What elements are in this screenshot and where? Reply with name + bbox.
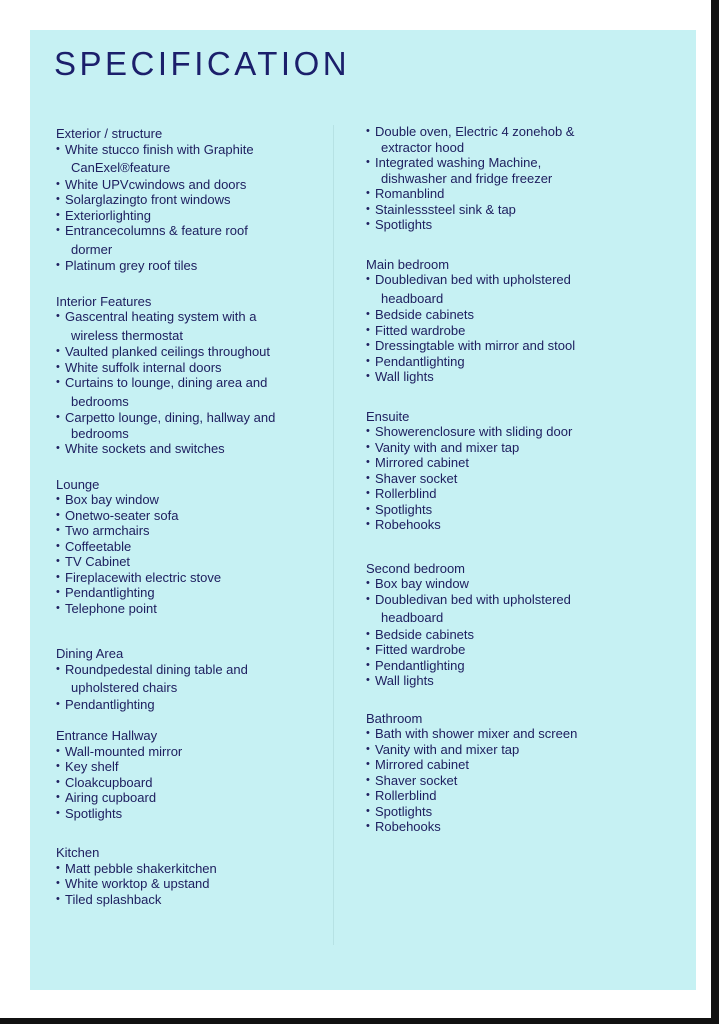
spec-item-text: Spotlights [375, 803, 433, 819]
spec-item-text: Roundpedestal dining table and [65, 661, 248, 677]
spec-list-item [366, 354, 666, 370]
spec-list-item [366, 502, 666, 518]
spec-item-text: Entrancecolumns & feature roof [65, 223, 248, 238]
spec-item-text: White suffolk internal doors [65, 359, 222, 375]
spec-list [56, 861, 321, 908]
spec-section-exterior-structure [56, 124, 321, 274]
spec-list-item [366, 323, 666, 339]
spec-list [366, 726, 666, 835]
spec-list-item [56, 892, 321, 908]
spec-list [56, 662, 321, 713]
spec-item-text: Airing cupboard [65, 790, 157, 805]
spec-list-item [56, 744, 321, 760]
spec-list-item [56, 523, 321, 539]
spec-list [366, 124, 666, 233]
spec-item-continuation: wireless thermostat [71, 327, 183, 343]
spec-item-text: Spotlights [375, 501, 433, 517]
spec-list-item [56, 344, 321, 360]
spec-list-item [366, 455, 666, 471]
spec-item-text: Platinum grey roof tiles [65, 258, 198, 273]
spec-list-item [56, 360, 321, 376]
spec-list-item [366, 369, 666, 385]
spec-list-item [366, 124, 666, 155]
spec-list-item [366, 592, 666, 626]
spec-item-text: Two armchairs [65, 523, 150, 538]
spec-list-item [56, 570, 321, 586]
spec-section-lounge [56, 475, 321, 617]
spec-item-text: Rollerblind [375, 486, 437, 501]
spec-item-text: Vanity with and mixer tap [375, 439, 520, 455]
spec-item-text: Tiled splashback [65, 891, 162, 907]
spec-item-text: Vanity with and mixer tap [375, 741, 520, 757]
section-heading: Dining Area [56, 646, 124, 661]
spec-item-text: Mirrored cabinet [375, 757, 469, 772]
spec-item-text: Gascentral heating system with a [65, 309, 257, 324]
spec-list-item [366, 804, 666, 820]
spec-item-text: Wall lights [375, 673, 434, 688]
spec-item-text: Doubledivan bed with upholstered [375, 272, 571, 287]
spec-item-text: Romanblind [375, 186, 445, 201]
spec-item-continuation: dormer [71, 241, 113, 257]
spec-section-ensuite [366, 407, 666, 533]
spec-section-main-bedroom [366, 255, 666, 385]
spec-item-text: Solarglazingto front windows [65, 192, 231, 207]
spec-list-item [366, 576, 666, 592]
spec-list-item [56, 861, 321, 877]
spec-item-text: Telephone point [65, 600, 157, 616]
section-heading: Exterior / structure [56, 126, 163, 141]
spec-list-item [56, 585, 321, 601]
spec-list-item [56, 539, 321, 555]
spec-item-text: Carpetto lounge, dining, hallway and [65, 410, 276, 425]
spec-item-text: Pendantlighting [65, 696, 155, 712]
spec-list-item [56, 492, 321, 508]
spec-list-item [366, 819, 666, 835]
spec-list-item [366, 486, 666, 502]
spec-list-item [56, 508, 321, 524]
section-heading: Interior Features [56, 293, 152, 309]
spec-list-item [56, 662, 321, 696]
section-heading: Second bedroom [366, 560, 466, 576]
spec-section-interior-features [56, 292, 321, 457]
spec-item-text: Spotlights [375, 217, 433, 232]
spec-item-text: Pendantlighting [65, 585, 155, 600]
spec-item-text: Vaulted planked ceilings throughout [65, 344, 271, 359]
spec-list [56, 744, 321, 822]
section-heading: Ensuite [366, 408, 410, 424]
spec-item-continuation: CanExel®feature [71, 160, 171, 175]
spec-item-text: Integrated washing Machine, [375, 155, 542, 170]
spec-item-text: Exteriorlighting [65, 207, 151, 223]
spec-list-item [56, 790, 321, 806]
spec-list-item [366, 338, 666, 354]
spec-item-continuation: upholstered chairs [71, 680, 178, 695]
section-heading: Lounge [56, 476, 100, 492]
spec-list-item [56, 806, 321, 822]
spec-item-text: Matt pebble shakerkitchen [65, 860, 217, 876]
spec-list-item [366, 726, 666, 742]
spec-list [366, 576, 666, 689]
spec-item-text: White stucco finish with Graphite [65, 141, 254, 157]
spec-list-item [56, 192, 321, 208]
spec-item-text: Spotlights [65, 805, 123, 821]
spec-item-text: Wall-mounted mirror [65, 743, 183, 759]
spec-item-text: Fireplacewith electric stove [65, 569, 222, 585]
spec-item-continuation: bedrooms [71, 393, 129, 409]
spec-item-text: Bedside cabinets [375, 307, 475, 322]
section-heading: Bathroom [366, 710, 423, 726]
spec-list-item [56, 208, 321, 224]
spec-section-bathroom [366, 709, 666, 835]
spec-list [366, 272, 666, 385]
spec-list-item [366, 186, 666, 202]
spec-item-continuation: bedrooms [71, 425, 129, 441]
spec-item-text: Cloakcupboard [65, 774, 153, 790]
spec-list-item [366, 788, 666, 804]
spec-list-item [366, 424, 666, 440]
spec-item-text: Key shelf [65, 759, 119, 774]
spec-list-item [366, 627, 666, 643]
right-column [366, 124, 666, 835]
section-heading: Kitchen [56, 845, 100, 860]
spec-list [56, 309, 321, 457]
page-edge-shadow [711, 0, 719, 1024]
spec-list-item [56, 441, 321, 457]
spec-item-text: Box bay window [65, 492, 159, 507]
spec-list-item [366, 658, 666, 674]
spec-list-item [56, 601, 321, 617]
spec-item-text: White UPVcwindows and doors [65, 176, 247, 192]
spec-section-entrance-hallway [56, 726, 321, 821]
spec-list-item [366, 155, 666, 186]
section-heading: Entrance Hallway [56, 728, 158, 743]
spec-item-text: Robehooks [375, 517, 441, 532]
spec-item-text: Rollerblind [375, 788, 437, 803]
spec-list-item [366, 742, 666, 758]
column-divider [333, 125, 334, 945]
spec-list-item [56, 375, 321, 409]
spec-list-item [366, 471, 666, 487]
spec-item-text: Coffeetable [65, 538, 132, 554]
spec-item-text: Pendantlighting [375, 353, 465, 369]
spec-list [56, 492, 321, 616]
section-heading: Main bedroom [366, 256, 450, 272]
spec-list-item [366, 642, 666, 658]
left-column [56, 124, 321, 907]
spec-list-item [366, 217, 666, 233]
spec-item-text: Stainlesssteel sink & tap [375, 201, 516, 217]
spec-item-text: Curtains to lounge, dining area and [65, 375, 268, 390]
spec-list-item [56, 177, 321, 193]
spec-section-continued [366, 124, 666, 233]
spec-item-text: Box bay window [375, 576, 469, 591]
spec-list-item [366, 202, 666, 218]
spec-item-text: Shaver socket [375, 772, 458, 788]
spec-list-item [366, 517, 666, 533]
spec-list-item [56, 876, 321, 892]
spec-item-text: Onetwo-seater sofa [65, 507, 179, 523]
spec-list-item [56, 410, 321, 441]
spec-item-text: Mirrored cabinet [375, 455, 469, 470]
spec-list-item [56, 759, 321, 775]
spec-list-item [56, 309, 321, 343]
spec-item-text: Fitted wardrobe [375, 322, 466, 338]
spec-item-text: Showerenclosure with sliding door [375, 424, 573, 439]
spec-list [56, 142, 321, 274]
page-edge-shadow-bottom [0, 1018, 719, 1024]
spec-item-text: Bath with shower mixer and screen [375, 726, 578, 741]
spec-list-item [56, 223, 321, 257]
spec-section-kitchen [56, 843, 321, 907]
spec-item-text: White worktop & upstand [65, 876, 210, 891]
spec-item-text: Fitted wardrobe [375, 642, 466, 657]
spec-section-second-bedroom [366, 559, 666, 689]
spec-item-continuation: headboard [381, 290, 444, 306]
spec-item-text: White sockets and switches [65, 441, 225, 456]
spec-item-text: Bedside cabinets [375, 626, 475, 642]
spec-item-continuation: extractor hood [381, 139, 465, 155]
spec-list-item [366, 272, 666, 306]
spec-item-text: Pendantlighting [375, 657, 465, 673]
spec-list-item [366, 773, 666, 789]
spec-item-text: TV Cabinet [65, 554, 131, 569]
spec-list-item [56, 775, 321, 791]
spec-item-text: Shaver socket [375, 470, 458, 486]
page-title: SPECIFICATION [54, 45, 351, 82]
spec-list-item [56, 142, 321, 176]
spec-item-continuation: dishwasher and fridge freezer [381, 170, 553, 186]
spec-list-item [56, 258, 321, 274]
spec-section-dining-area [56, 644, 321, 712]
spec-list-item [366, 757, 666, 773]
spec-item-text: Double oven, Electric 4 zonehob & [375, 124, 575, 139]
spec-list-item [366, 673, 666, 689]
spec-item-continuation: headboard [381, 610, 444, 625]
spec-item-text: Wall lights [375, 369, 434, 384]
spec-item-text: Dressingtable with mirror and stool [375, 338, 576, 353]
spec-list-item [366, 307, 666, 323]
spec-item-text: Doubledivan bed with upholstered [375, 591, 571, 607]
spec-list [366, 424, 666, 533]
spec-list-item [56, 697, 321, 713]
spec-item-text: Robehooks [375, 819, 441, 834]
spec-list-item [366, 440, 666, 456]
spec-list-item [56, 554, 321, 570]
